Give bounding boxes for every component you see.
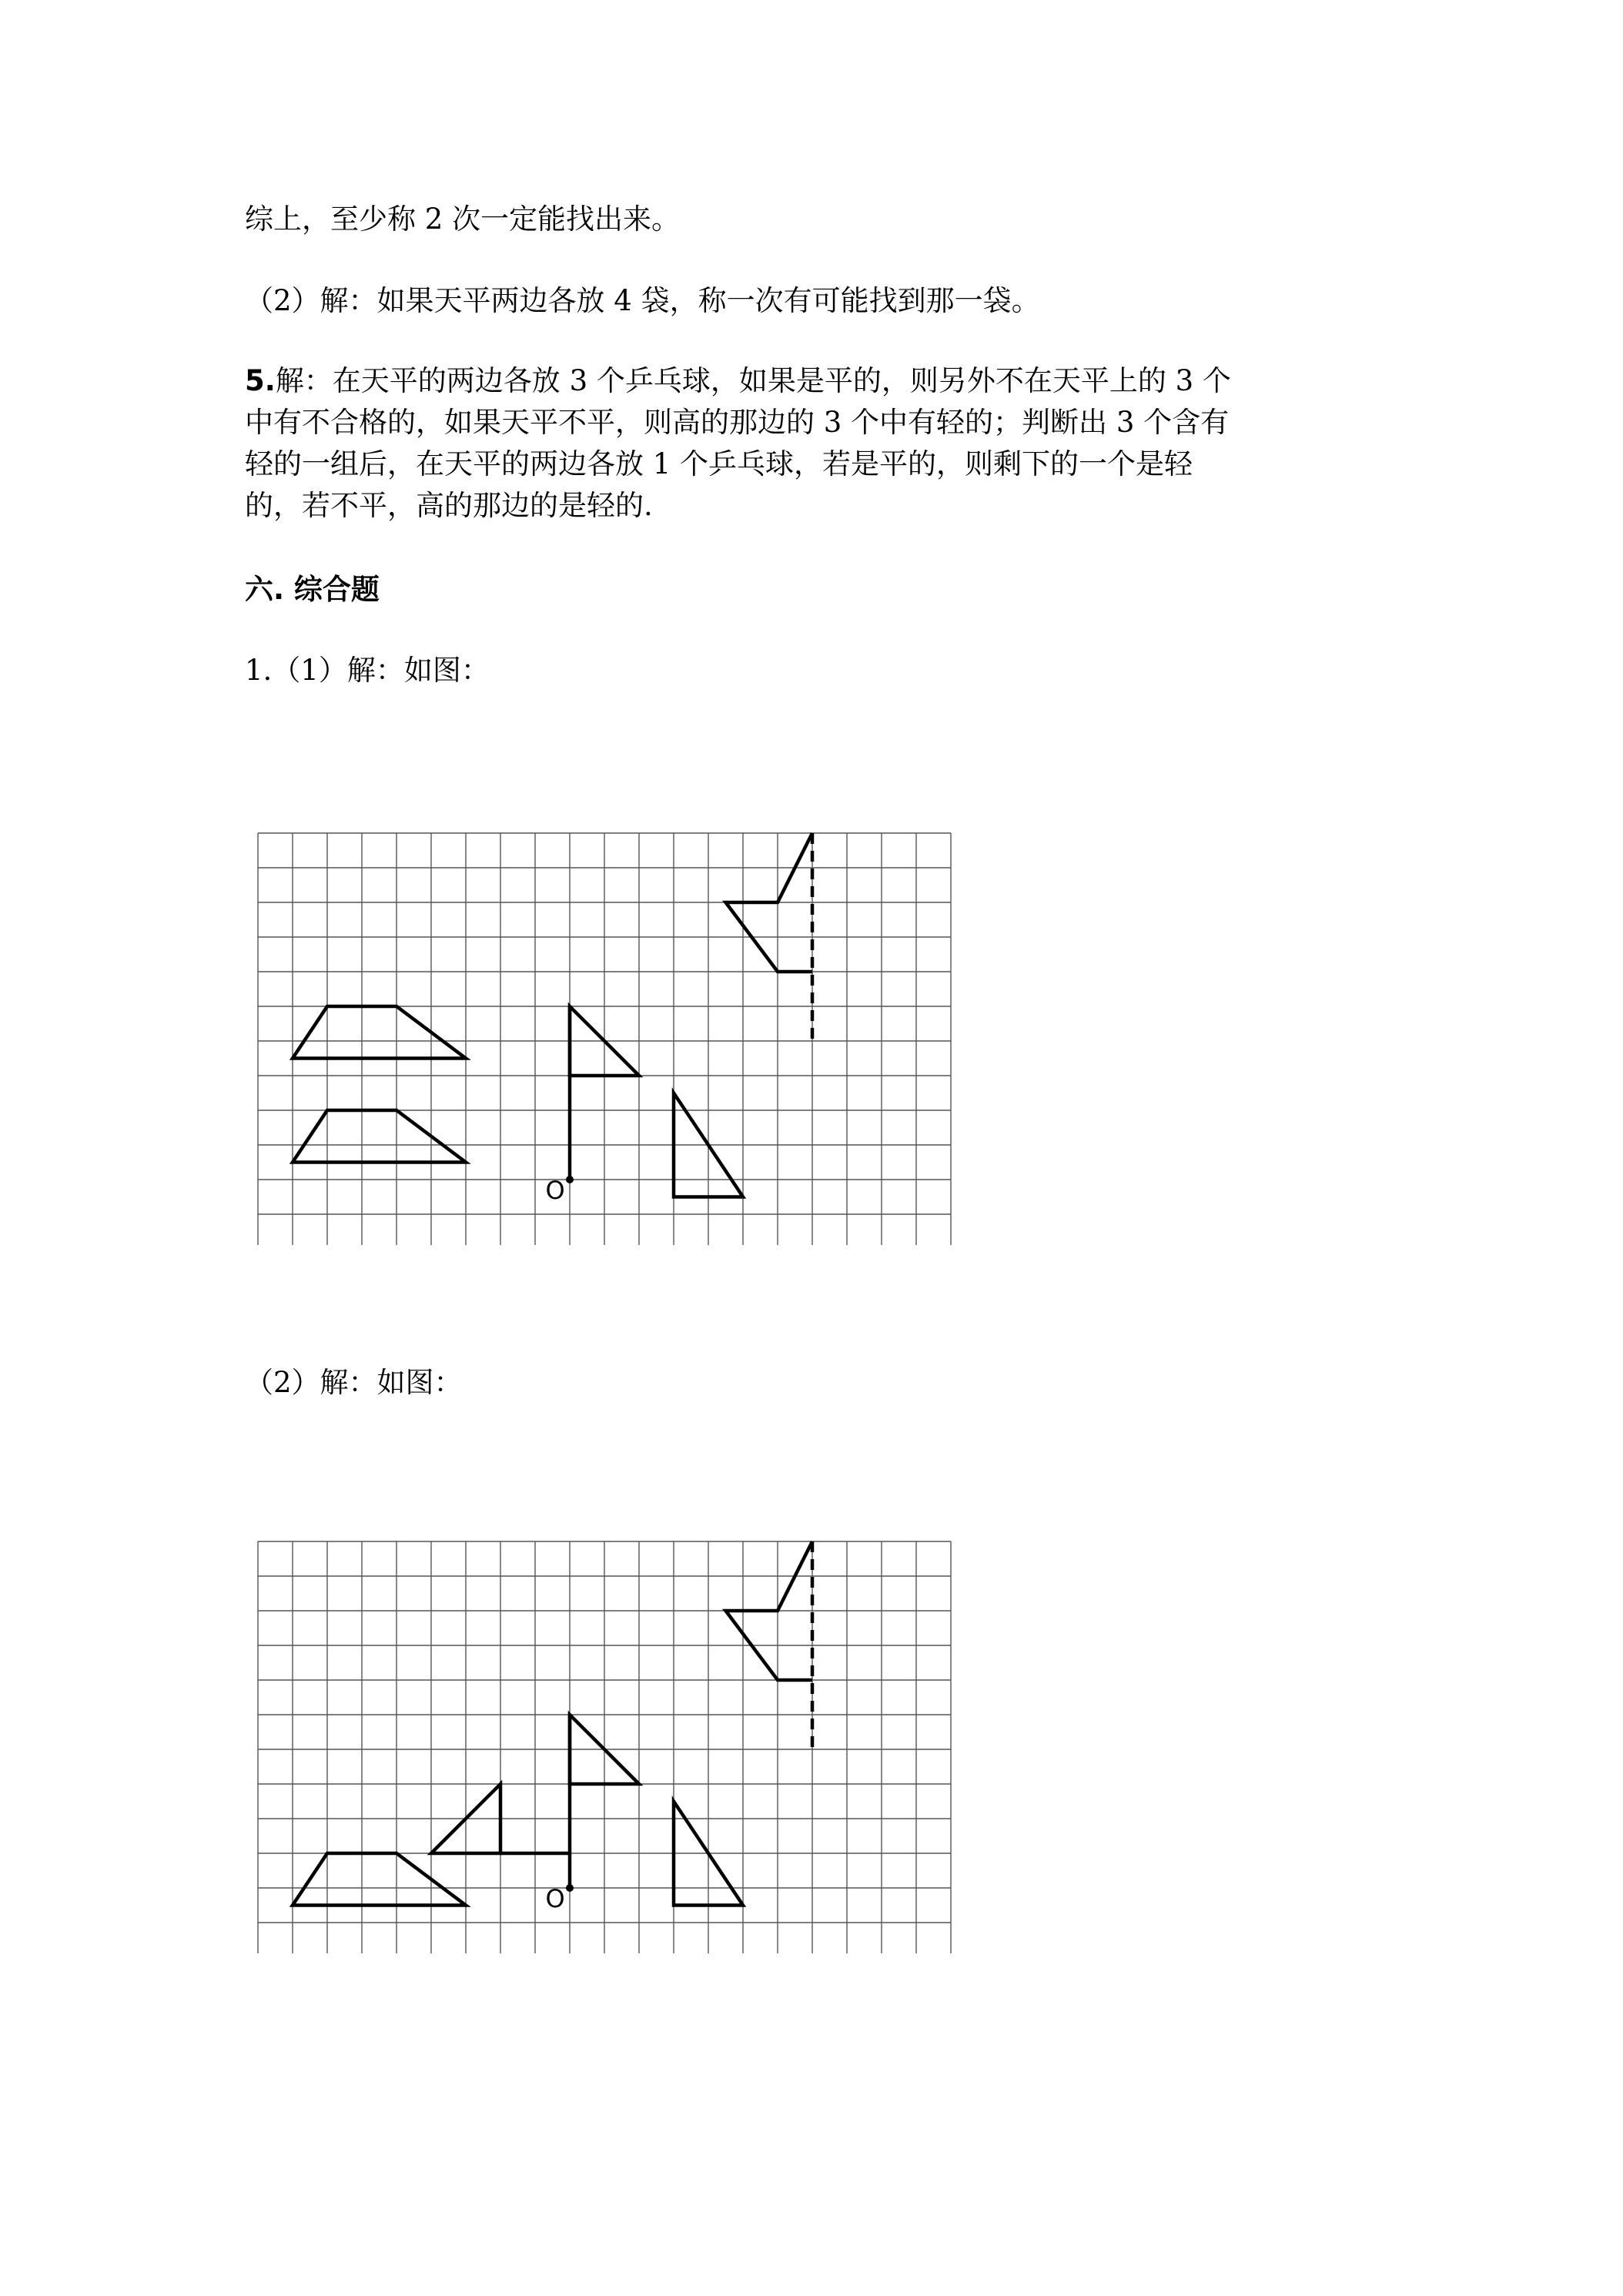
point-o-label: O <box>545 1883 565 1913</box>
part2-answer: （2）解：如果天平两边各放 4 袋，称一次有可能找到那一袋。 <box>245 284 1040 317</box>
figure-2-svg <box>254 1518 959 1953</box>
trapezoid-original <box>293 1110 466 1163</box>
q5-line-3: 轻的一组后，在天平的两边各放 1 个乒乓球，若是平的，则剩下的一个是轻 <box>245 447 1193 480</box>
q5-line-2: 中有不合格的，如果天平不平，则高的那边的 3 个中有轻的；判断出 3 个含有 <box>245 406 1230 439</box>
point-o-dot <box>566 1884 574 1892</box>
q5-line-4: 的，若不平，高的那边的是轻的. <box>245 489 653 522</box>
q5-line-1 <box>245 366 1231 395</box>
q5-number: 5. <box>245 364 276 397</box>
q1-part1-heading: 1.（1）解：如图： <box>245 654 490 687</box>
q5-line-1-text: 解：在天平的两边各放 3 个乒乓球，如果是平的，则另外不在天平上的 3 个 <box>275 364 1231 397</box>
figure-2 <box>254 1518 959 1953</box>
section-heading: 六. 综合题 <box>245 573 380 606</box>
trapezoid-original <box>293 1853 466 1906</box>
point-o-dot <box>566 1176 574 1183</box>
trapezoid-upper <box>293 1006 466 1059</box>
figure-1 <box>254 810 959 1245</box>
conclusion-text: 综上，至少称 2 次一定能找出来。 <box>245 202 681 236</box>
point-o-label: O <box>545 1175 565 1205</box>
figure-1-svg <box>254 810 959 1245</box>
q1-part2-heading: （2）解：如图： <box>245 1366 463 1399</box>
